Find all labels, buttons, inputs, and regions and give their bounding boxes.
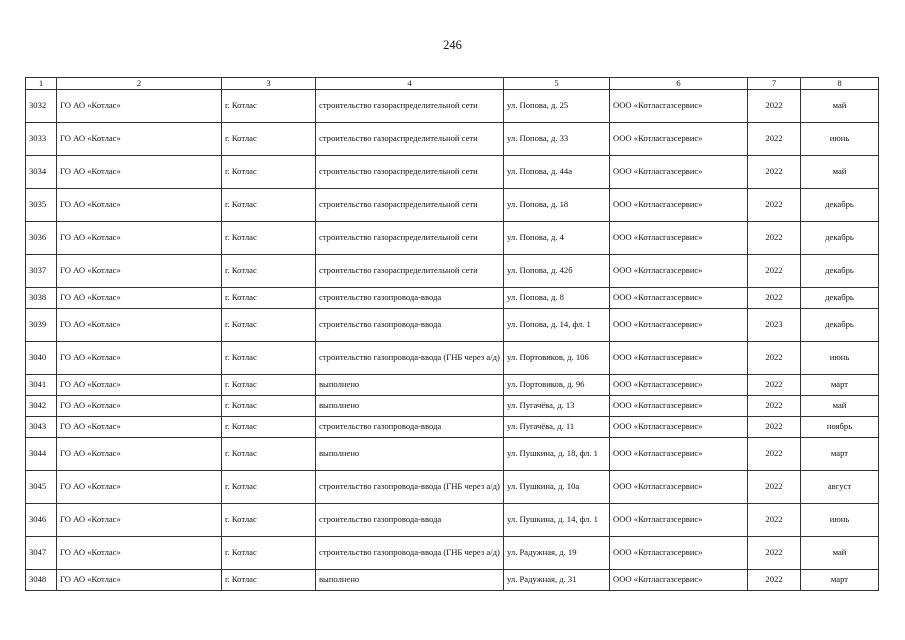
table-row [26,287,879,308]
work-description: строительство газопровода-ввода [316,416,504,437]
work-description: выполнено [316,569,504,590]
contractor: ООО «Котласгазсервис» [610,416,748,437]
year: 2022 [748,188,801,221]
work-description: строительство газораспределительной сети [316,89,504,122]
row-number: 3039 [26,308,57,341]
city: г. Котлас [222,374,316,395]
column-header-8: 8 [801,78,879,90]
month: декабрь [801,188,879,221]
organization: ГО АО «Котлас» [57,503,222,536]
row-number: 3048 [26,569,57,590]
column-header-1: 1 [26,78,57,90]
work-description: строительство газораспределительной сети [316,155,504,188]
address: ул. Пушкина, д. 18, фл. 1 [504,437,610,470]
work-description: строительство газораспределительной сети [316,221,504,254]
row-number: 3046 [26,503,57,536]
year: 2022 [748,569,801,590]
row-number: 3047 [26,536,57,569]
address: ул. Попова, д. 25 [504,89,610,122]
address: ул. Пушкина, д. 14, фл. 1 [504,503,610,536]
organization: ГО АО «Котлас» [57,341,222,374]
address: ул. Портовиков, д. 96 [504,374,610,395]
column-header-7: 7 [748,78,801,90]
work-description: строительство газопровода-ввода (ГНБ через а/д) [316,536,504,569]
row-number: 3032 [26,89,57,122]
work-description: выполнено [316,395,504,416]
address: ул. Пугачёва, д. 13 [504,395,610,416]
month: август [801,470,879,503]
contractor: ООО «Котласгазсервис» [610,308,748,341]
row-number: 3037 [26,254,57,287]
address: ул. Попова, д. 33 [504,122,610,155]
organization: ГО АО «Котлас» [57,395,222,416]
organization: ГО АО «Котлас» [57,569,222,590]
table-row [26,254,879,287]
month: декабрь [801,221,879,254]
city: г. Котлас [222,437,316,470]
city: г. Котлас [222,470,316,503]
year: 2022 [748,287,801,308]
year: 2022 [748,155,801,188]
column-header-3: 3 [222,78,316,90]
year: 2022 [748,470,801,503]
address: ул. Портовиков, д. 106 [504,341,610,374]
contractor: ООО «Котласгазсервис» [610,374,748,395]
row-number: 3045 [26,470,57,503]
city: г. Котлас [222,188,316,221]
year: 2023 [748,308,801,341]
gasification-table [25,77,879,591]
contractor: ООО «Котласгазсервис» [610,287,748,308]
year: 2022 [748,122,801,155]
city: г. Котлас [222,221,316,254]
row-number: 3035 [26,188,57,221]
table-row [26,221,879,254]
month: март [801,437,879,470]
work-description: строительство газопровода-ввода [316,308,504,341]
year: 2022 [748,416,801,437]
organization: ГО АО «Котлас» [57,188,222,221]
row-number: 3044 [26,437,57,470]
organization: ГО АО «Котлас» [57,374,222,395]
contractor: ООО «Котласгазсервис» [610,89,748,122]
organization: ГО АО «Котлас» [57,122,222,155]
contractor: ООО «Котласгазсервис» [610,122,748,155]
table-row [26,308,879,341]
column-header-5: 5 [504,78,610,90]
table-row [26,536,879,569]
address: ул. Попова, д. 44а [504,155,610,188]
city: г. Котлас [222,341,316,374]
city: г. Котлас [222,416,316,437]
row-number: 3034 [26,155,57,188]
organization: ГО АО «Котлас» [57,221,222,254]
table-row [26,122,879,155]
year: 2022 [748,221,801,254]
month: май [801,89,879,122]
contractor: ООО «Котласгазсервис» [610,341,748,374]
contractor: ООО «Котласгазсервис» [610,470,748,503]
month: июнь [801,341,879,374]
column-header-2: 2 [57,78,222,90]
city: г. Котлас [222,89,316,122]
contractor: ООО «Котласгазсервис» [610,395,748,416]
month: март [801,374,879,395]
contractor: ООО «Котласгазсервис» [610,569,748,590]
organization: ГО АО «Котлас» [57,155,222,188]
organization: ГО АО «Котлас» [57,287,222,308]
year: 2022 [748,254,801,287]
month: май [801,395,879,416]
organization: ГО АО «Котлас» [57,254,222,287]
work-description: строительство газораспределительной сети [316,188,504,221]
month: декабрь [801,254,879,287]
month: декабрь [801,287,879,308]
organization: ГО АО «Котлас» [57,536,222,569]
organization: ГО АО «Котлас» [57,89,222,122]
address: ул. Попова, д. 4 [504,221,610,254]
row-number: 3040 [26,341,57,374]
organization: ГО АО «Котлас» [57,416,222,437]
table-row [26,503,879,536]
month: май [801,536,879,569]
address: ул. Попова, д. 18 [504,188,610,221]
year: 2022 [748,503,801,536]
table-row [26,569,879,590]
address: ул. Попова, д. 14, фл. 1 [504,308,610,341]
row-number: 3042 [26,395,57,416]
contractor: ООО «Котласгазсервис» [610,536,748,569]
address: ул. Попова, д. 42б [504,254,610,287]
column-header-6: 6 [610,78,748,90]
month: июнь [801,503,879,536]
contractor: ООО «Котласгазсервис» [610,155,748,188]
city: г. Котлас [222,254,316,287]
work-description: строительство газораспределительной сети [316,254,504,287]
work-description: строительство газопровода-ввода [316,287,504,308]
city: г. Котлас [222,395,316,416]
organization: ГО АО «Котлас» [57,308,222,341]
row-number: 3033 [26,122,57,155]
page-number: 246 [443,38,462,52]
year: 2022 [748,395,801,416]
row-number: 3038 [26,287,57,308]
table-row [26,437,879,470]
contractor: ООО «Котласгазсервис» [610,221,748,254]
header-row [26,78,879,90]
address: ул. Попова, д. 8 [504,287,610,308]
city: г. Котлас [222,155,316,188]
table-row [26,416,879,437]
table-row [26,89,879,122]
table-body [26,89,879,590]
row-number: 3043 [26,416,57,437]
table-row [26,470,879,503]
year: 2022 [748,341,801,374]
year: 2022 [748,437,801,470]
year: 2022 [748,374,801,395]
address: ул. Пушкина, д. 10а [504,470,610,503]
city: г. Котлас [222,569,316,590]
year: 2022 [748,89,801,122]
city: г. Котлас [222,122,316,155]
row-number: 3041 [26,374,57,395]
contractor: ООО «Котласгазсервис» [610,437,748,470]
contractor: ООО «Котласгазсервис» [610,503,748,536]
month: ноябрь [801,416,879,437]
work-description: выполнено [316,437,504,470]
month: март [801,569,879,590]
year: 2022 [748,536,801,569]
work-description: строительство газопровода-ввода [316,503,504,536]
city: г. Котлас [222,503,316,536]
city: г. Котлас [222,536,316,569]
city: г. Котлас [222,287,316,308]
table-row [26,155,879,188]
month: июнь [801,122,879,155]
work-description: строительство газораспределительной сети [316,122,504,155]
table-row [26,374,879,395]
organization: ГО АО «Котлас» [57,437,222,470]
table-row [26,188,879,221]
row-number: 3036 [26,221,57,254]
address: ул. Радужная, д. 31 [504,569,610,590]
contractor: ООО «Котласгазсервис» [610,188,748,221]
city: г. Котлас [222,308,316,341]
month: декабрь [801,308,879,341]
address: ул. Пугачёва, д. 11 [504,416,610,437]
month: май [801,155,879,188]
address: ул. Радужная, д. 19 [504,536,610,569]
organization: ГО АО «Котлас» [57,470,222,503]
table-row [26,395,879,416]
contractor: ООО «Котласгазсервис» [610,254,748,287]
work-description: строительство газопровода-ввода (ГНБ через а/д) [316,341,504,374]
work-description: выполнено [316,374,504,395]
work-description: строительство газопровода-ввода (ГНБ через а/д) [316,470,504,503]
column-header-4: 4 [316,78,504,90]
table-row [26,341,879,374]
